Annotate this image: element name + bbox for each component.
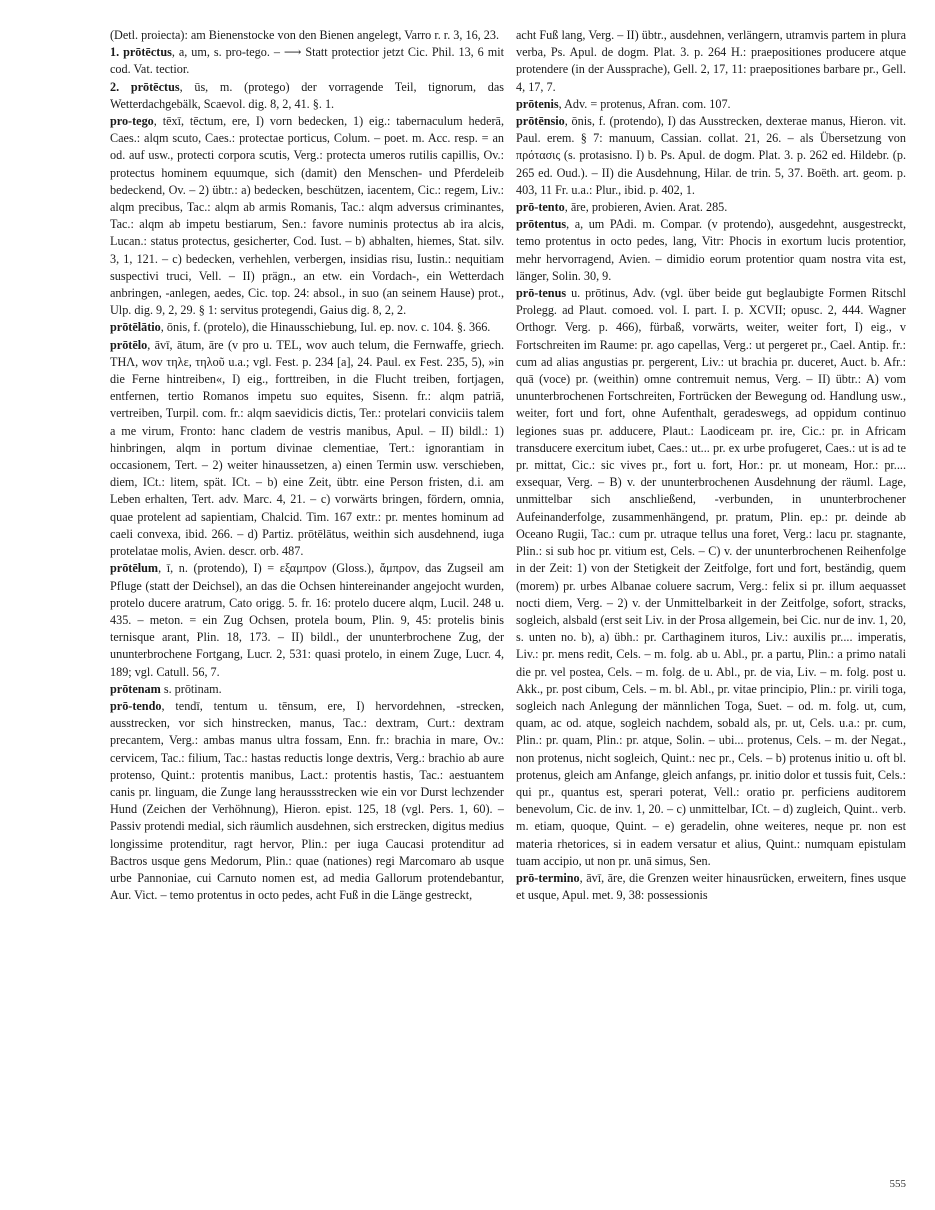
dictionary-entry	[516, 96, 906, 113]
entry-text: , āre, probieren, Avien. Arat. 285.	[564, 200, 728, 215]
entry-text: , ī, n. (protendo), I) = εξαμπρον (Gloss.), ἄμπρον, das Zugseil am Pfluge (statt der Deichsel), an das die Ochsen hintereinander angejocht wurden, protelo ducere aratrum, Cato origg. 5. fr. 16: protelo ducere alqm, Lucil. 248 u. 435. – meton. = ein Zug Ochsen, protela boum, Plin. 9, 45: protelis binis ternisque arant, Plin. 18, 173. – II) bildl., der ununterbrochene Zug, der ununterbrochene Fortgang, Lucr. 2, 531: quasi protelo, in einem Zuge, Lucr. 4, 189; vgl. Catull. 56, 7.	[110, 561, 504, 679]
entry-headword: prōtenam	[110, 681, 161, 696]
entry-headword: prō-tenus	[516, 286, 567, 301]
entry-headword: 2. prōtēctus	[110, 79, 180, 94]
entry-headword: prōtēlum	[110, 561, 159, 576]
dictionary-entry	[110, 79, 504, 113]
dictionary-entry	[516, 113, 906, 199]
dictionary-entry	[110, 337, 504, 561]
right-column	[516, 27, 906, 1177]
left-column	[110, 27, 504, 1177]
entry-text: , a, um, s. pro-tego. – ⟶ Statt protectior jetzt Cic. Phil. 13, 6 mit cod. Vat. tectior.	[110, 45, 504, 77]
dictionary-entry	[516, 27, 906, 96]
entry-headword: prōtenis	[516, 96, 559, 111]
entry-headword: prō-tento	[516, 200, 565, 215]
entry-text: , Adv. = protenus, Afran. com. 107.	[558, 96, 731, 111]
entry-text: , a, um PAdi. m. Compar. (v protendo), ausgedehnt, ausgestreckt, temo protentus in octo pedes, lang, Vitr: Phocis in exortum lucis protentior, mehr hervorragend, Avien. – dimidio eorum protentior quam nostra vita est, länger, Solin. 30, 9.	[516, 217, 906, 283]
entry-text: , ōnis, f. (protelo), die Hinausschiebung, Iul. ep. nov. c. 104. §. 366.	[160, 320, 491, 335]
entry-headword: prō-termino	[516, 870, 580, 885]
entry-headword: prō-tendo	[110, 698, 162, 713]
dictionary-entry	[110, 113, 504, 319]
dictionary-entry	[110, 560, 504, 680]
entry-text: , tendī, tentum u. tēnsum, ere, I) hervordehnen, -strecken, ausstrecken, vor sich hinstrecken, manus, Tac.: dextram, Curt.: dextram precantem, Verg.: ambas manus ultra fossam, Enn. fr.: brachia in mare, Ov.: cervicem, Tac.: filium, Tac.: hastas reductis longe dextris, Verg.: brachio ab aure protenso, Quint.: protentis manibus, Lact.: protentis hastis, Tac.: aestuantem canis pr. linguam, die Zunge lang heraussstrecken wie ein vor Durst lechzender Hund (Zeichen der Verhöhnung), Hieron. epist. 125, 18 (vgl. Pers. 1, 60). – Passiv protendi medial, sich räumlich ausdehnen, sich erstrecken, digitus medius longissime protenditur, ragt hervor, Plin.: per iuga Caucasi protenditur ad Bactros usque gens Medorum, Plin.: quae (nationes) regi Marcomaro ab usque urbe Pannoniae, cui Carnuto nomen est, ad media Gallorum protendebantur, Aur. Vict. – temo protentus in octo pedes, acht Fuß in die Länge gestreckt,	[110, 698, 504, 903]
entry-text: s. prōtinam.	[160, 681, 222, 696]
dictionary-entry	[110, 698, 504, 904]
entry-text: , ōnis, f. (protendo), I) das Ausstrecken, dexterae manus, Hieron. vit. Paul. erem. § 7: manuum, Cassian. collat. 21, 26. – als Übersetzung von πρότασις (s. protasisno. I) b. Ps. Apul. de dogm. Plat. 3. p. 262 ed. Hildebr. (p. 265 ed. Oud.). – II) die Ausdehnung, Hilar. de trin. 5, 37. Boëth. art. geom. p. 403, 11 Fr. u.a.: Plur., ibid. p. 402, 1.	[516, 114, 906, 197]
entry-text: , ūs, m. (protego) der vorragende Teil, tignorum, das Wetterdachgebälk, Scaevol. dig. 8, 2, 41. §. 1.	[110, 79, 504, 111]
dictionary-entry	[110, 44, 504, 78]
entry-text: , āvī, āre, die Grenzen weiter hinausrücken, erweitern, fines usque et usque, Apul. met. 9, 38: possessionis	[516, 870, 906, 903]
entry-headword: pro-tego	[110, 114, 154, 129]
entry-text: , āvī, ātum, āre (v pro u. TEL, wov auch telum, die Fernwaffe, griech. ΤΗΛ, wov τηλε, τηλοῦ u.a.; vgl. Fest. p. 234 [a], 24. Paul. ex Fest. 235, 5), »in die Ferne hintreiben«, I) eig., forttreiben, in die Flucht treiben, fortjagen, entfernen, tertio Romanos impetu suo equites, Sisenn. fr.: alqm patriā, vertreiben, Turpil. com. fr.: alqm saevidicis dictis, Ter.: protelari conviciis talem a me virum, Fronto: hanc cladem de vestris manibus, Apul. – II) bildl.: 1) hinbringen, alqm in portum divinae clementiae, Tert.: ignorantiam in occasionem, Tert. – 2) weiter hinaussetzen, a) einen Termin usw. verschieben, diem, ICt.: litem, spät. ICt. – b) eine Zeit, übtr. eine Person fristen, d.i. am Leben erhalten, Tert. adv. Marc. 4, 21. – c) vorwärts bringen, fördern, omnia, quae protelent ad sapientiam, Chalcid. Tim. 167 extr.: pr. mentes hominum ad caeli convexa, ibid. 266. – d) Partiz. prōtēlātus, weithin sich ausdehnend, iuga protelatae molis, Avien. descr. orb. 487.	[110, 337, 504, 559]
entry-text: u. prōtinus, Adv. (vgl. über beide gut beglaubigte Formen Ritschl Prolegg. ad Plaut. comoed. vol. I. part. I. p. XCVII; opusc. 2, 444. Wagner Orthogr. Verg. p. 466), fürbaß, vorwärts, weiter, weiter fort, I) eig., v Fortschreiten im Raume: pr. ago capellas, Verg.: ut pergeret pr., Cael. Antip. fr.: cum ad alias angustias pr. pergerent, Liv.: ut brachia pr. duceret, Auct. b. Afr.: quā (voce) pr. (weithin) omne contremuit nemus, Verg. – II) übtr.: A) vom ununterbrochenen Fortschreiten, Fortrücken der Bewegung od. Handlung usw., weiter, fort und fort, ohne Aufenthalt, geradeswegs, ad oppidum continuo legiones suas pr. adducere, Plaut.: Laodiceam pr. ire, Cic.: pr. in Africam transducere exercitum iubet, Caes.: ut... pr. ex urbe profugeret, Caes.: ut is ad te pr. mittat, Cic.: sic vives pr., fort u. fort, Hor.: pr. ut moneam, Hor.: pr.... exsequar, Verg. – B) v. der ununterbrochenen Ausdehnung der räuml. Lage, unmittelbar sich anschließend, -verbunden, in ununterbrochener Aufeinanderfolge, zusammenhängend, pr. pratum, Plin. ep.: pr. deinde ab Oceano Rugii, Tac.: cum pr. utraque tellus una foret, Verg.: lacu pr. stagnante, Plin.: si sub hoc pr. vitium est, Cels. – C) v. der ununterbrochenen Reihenfolge in der Zeit: 1) von der Stetigkeit der Zeitfolge, fort und fort, beständig, quem (morem) pr. urbes Albanae coluere sacrum, Verg.: felix si pr. illum aequasset nocti diem, Verg. – 2) v. der Unmittelbarkeit in der Zeitfolge, sofort, stracks, sogleich, alsbald (erst seit Liv. in der Prosa allgemein, bei Cic. nur de inv. 1, 20, s. unten no. b), a) übh.: pr. Carthaginem ituros, Liv.: auxilis pr.... imperatis, Liv.: pr. mens redit, Cels. – m. folg. ab u. Abl., pr. a partu, Plin.: a primo natali die pr. vel postea, Cels. – m. folg. de u. Abl., pr. de via, Liv. – m. folg. post u. Akk., pr. post cibum, Cels. – m. bl. Abl., pr. vitae principio, Plin.: pr. virili toga, sogleich nach Anlegung der männlichen Toga, Suet. – od. m. folg. ut, cum, quam, ac od. atque, sogleich nachdem, sobald als, pr. ut, Cels. u.a.: pr. cum, Plin.: pr. quam, Plin.: pr. atque, Solin. – ubi... protenus, Cels. – m. der Negat., non protenus, nicht sogleich, Quint.: nec pr., Cels. – b) protenus initio u. oft bl. protenus, gleich am Anfange, gleich anfangs, pr. initio dolor et tussis fuit, Cels.: qui pr., quantus est, sperari poterat, Vell.: oratio pr. perficiens auditorem benevolum, Cic. de inv. 1, 20. – c) unmittelbar, ICt. – d) zugleich, Quint.. verb. m. etiam, quoque, Quint. – e) geradelin, ohne weiteres, neque pr. non est materia rhetorices, si in eadem versatur et alius, Quint.: numquam epistulam tuam accipio, ut non pr. unā simus, Sen.	[516, 286, 906, 868]
dictionary-entry	[516, 285, 906, 870]
entry-headword: prōtentus	[516, 217, 567, 232]
page-number: 555	[889, 1178, 906, 1190]
dictionary-entry	[110, 681, 504, 698]
dictionary-entry	[110, 27, 504, 44]
entry-headword: 1. prōtēctus	[110, 45, 172, 60]
dictionary-entry	[516, 199, 906, 216]
dictionary-entry	[110, 319, 504, 336]
entry-text: acht Fuß lang, Verg. – II) übtr., ausdehnen, verlängern, utramvis partem in plura verba, Ps. Apul. de dogm. Plat. 3. p. 264 H.: praepositiones producere atque protendere (in der Aussprache), Gell. 2, 17, 11: praepositiones barbare pr., Gell. 4, 17, 7.	[516, 28, 906, 94]
entry-text: (Detl. proiecta): am Bienenstocke von den Bienen angelegt, Varro r. r. 3, 16, 23.	[110, 28, 499, 42]
dictionary-entry	[516, 870, 906, 904]
entry-headword: prōtēlātio	[110, 320, 161, 335]
entry-headword: prōtēnsio	[516, 114, 565, 129]
entry-headword: prōtēlo	[110, 337, 148, 352]
entry-text: , tēxī, tēctum, ere, I) vorn bedecken, 1) eig.: tabernaculum hederā, Caes.: alqm scuto, Caes.: protectae porticus, Colum. – poet. m. Acc. resp. = an od. auf usw., protecti corpora scutis, Verg.: protecta umeros rutilis capillis, Ov.: protectus hominem equumque, sich (damit) den Menschen- und Pferdeleib bedeckend, Ov. – 2) übtr.: a) bedecken, beschützen, iacentem, Cic.: regem, Liv.: alqm precibus, Tac.: alqm ab armis Romanis, Tac.: alqm adversus criminantes, Tac.: alqm ab impetu bestiarum, Sen.: favore numinis protectus ab ira alcis, Lucan.: status protectus, gesicherter, Cod. Iust. – b) abhalten, hiemes, Stat. silv. 3, 1, 121. – c) bedecken, verhehlen, verbergen, insidias risu, Iustin.: nequitiam suspectivi truci, Vell. – II) prägn., an etw. ein Vordach-, ein Wetterdach anbringen, -anlegen, aedes, Cic. top. 24: absol., in suo (an seinem Hause) prot., Ulp. dig. 9, 2, 29. § 1: servitus protegendi, Gaius dig. 8, 2, 2.	[110, 114, 504, 318]
dictionary-entry	[516, 216, 906, 285]
